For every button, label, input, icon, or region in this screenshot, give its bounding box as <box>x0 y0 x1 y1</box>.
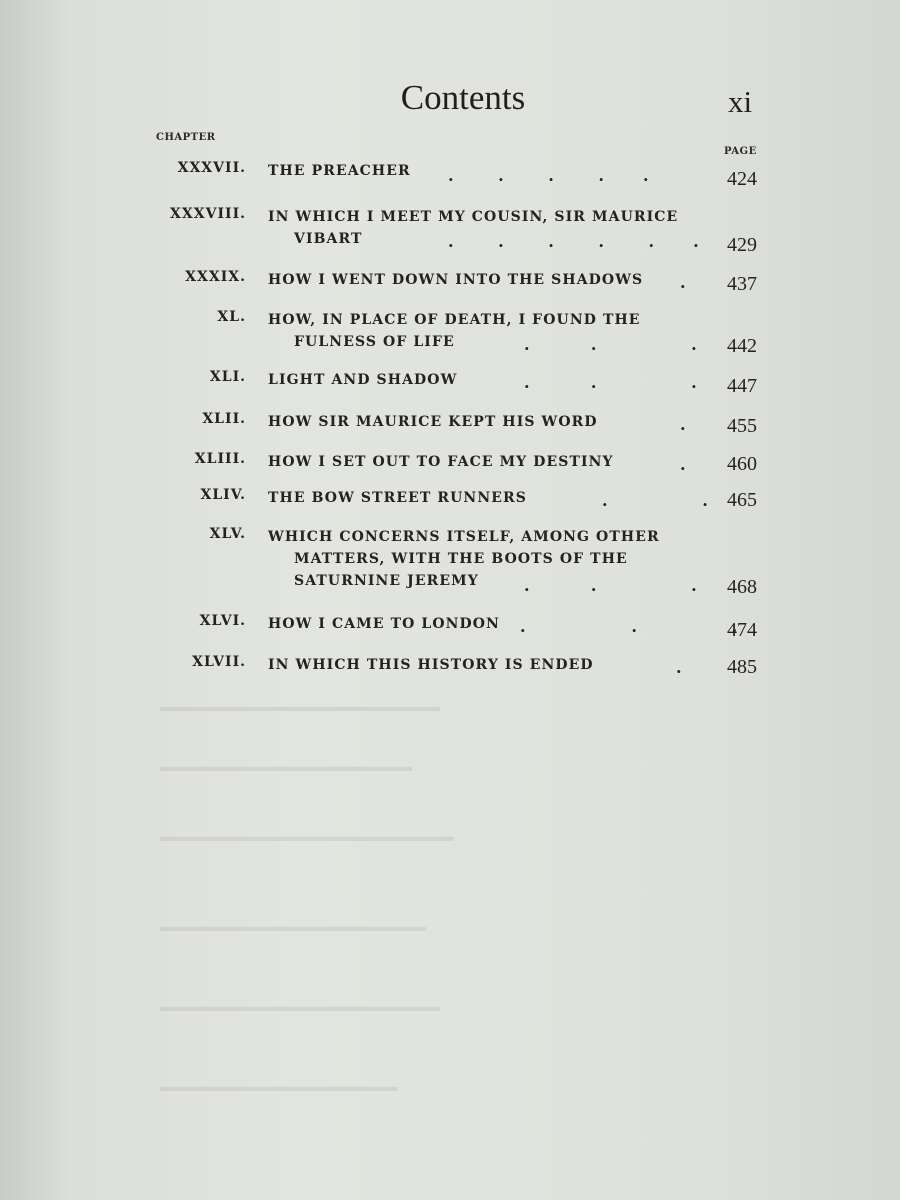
page-folio: xi <box>728 84 753 119</box>
chapter-column-label: CHAPTER <box>156 132 216 143</box>
chapter-title-line: VIBART <box>294 231 363 247</box>
chapter-number: XXXIX. <box>185 269 246 285</box>
chapter-title <box>268 654 698 676</box>
page-number: 442 <box>727 335 757 357</box>
chapter-title-line: HOW I WENT DOWN INTO THE SHADOWS <box>268 272 644 288</box>
chapter-title-line: IN WHICH I MEET MY COUSIN, SIR MAURICE <box>268 209 679 225</box>
chapter-title-line: THE BOW STREET RUNNERS <box>268 490 527 506</box>
leader-dots: . . . <box>524 373 697 392</box>
leader-dots: . . . . . . <box>448 232 699 251</box>
show-through-texture: ▬▬▬▬▬▬▬▬▬▬▬▬▬▬▬▬▬▬▬▬ <box>160 700 440 715</box>
show-through-texture: ▬▬▬▬▬▬▬▬▬▬▬▬▬▬▬▬▬ <box>160 1080 398 1095</box>
show-through-texture: ▬▬▬▬▬▬▬▬▬▬▬▬▬▬▬▬▬▬ <box>160 760 412 775</box>
chapter-title <box>268 269 698 291</box>
page-number: 429 <box>727 234 757 256</box>
leader-dots: . <box>676 658 682 677</box>
chapter-title-line: HOW SIR MAURICE KEPT HIS WORD <box>268 414 598 430</box>
chapter-title-line: THE PREACHER <box>268 163 411 179</box>
chapter-number: XXXVIII. <box>170 206 246 222</box>
leader-dots: . . . <box>524 576 697 595</box>
page-number: 460 <box>727 453 757 475</box>
chapter-title-line: WHICH CONCERNS ITSELF, AMONG OTHER <box>268 529 660 545</box>
chapter-number: XLVI. <box>199 613 246 629</box>
page-number: 468 <box>727 576 757 598</box>
leader-dots: . . <box>602 491 708 510</box>
chapter-number: XLI. <box>209 369 246 385</box>
leader-dots: . . . <box>524 335 697 354</box>
chapter-title-line: LIGHT AND SHADOW <box>268 372 458 388</box>
chapter-title-line: HOW, IN PLACE OF DEATH, I FOUND THE <box>268 312 641 328</box>
chapter-title-line: MATTERS, WITH THE BOOTS OF THE <box>294 551 628 567</box>
show-through-texture: ▬▬▬▬▬▬▬▬▬▬▬▬▬▬▬▬▬▬▬ <box>160 920 426 935</box>
show-through-texture: ▬▬▬▬▬▬▬▬▬▬▬▬▬▬▬▬▬▬▬▬ <box>160 1000 440 1015</box>
page-number: 447 <box>727 375 757 397</box>
page-number: 474 <box>727 619 757 641</box>
page-title: Contents <box>400 78 526 117</box>
leader-dots: . . . . . <box>448 166 649 185</box>
page-number: 465 <box>727 489 757 511</box>
chapter-title <box>268 411 698 433</box>
chapter-number: XLVII. <box>192 654 246 670</box>
show-through-texture: ▬▬▬▬▬▬▬▬▬▬▬▬▬▬▬▬▬▬▬▬▬ <box>160 830 454 845</box>
page-number: 455 <box>727 415 757 437</box>
chapter-title <box>268 451 698 473</box>
chapter-title-line: IN WHICH THIS HISTORY IS ENDED <box>268 657 594 673</box>
leader-dots: . <box>680 273 686 292</box>
page-number: 437 <box>727 273 757 295</box>
page-number: 485 <box>727 656 757 678</box>
leader-dots: . . . <box>520 617 738 636</box>
chapter-number: XXXVII. <box>177 160 246 176</box>
chapter-title-line: SATURNINE JEREMY <box>294 573 479 589</box>
chapter-title-line: HOW I SET OUT TO FACE MY DESTINY <box>268 454 614 470</box>
chapter-title-line: HOW I CAME TO LONDON <box>268 616 500 632</box>
chapter-number: XL. <box>217 309 246 325</box>
chapter-number: XLIII. <box>194 451 246 467</box>
leader-dots: . <box>680 415 686 434</box>
page-column-label: PAGE <box>724 146 757 157</box>
chapter-number: XLV. <box>209 526 246 542</box>
leader-dots: . <box>680 455 686 474</box>
chapter-title-line: FULNESS OF LIFE <box>294 334 455 350</box>
page-number: 424 <box>727 168 757 190</box>
chapter-number: XLII. <box>202 411 246 427</box>
chapter-number: XLIV. <box>200 487 246 503</box>
